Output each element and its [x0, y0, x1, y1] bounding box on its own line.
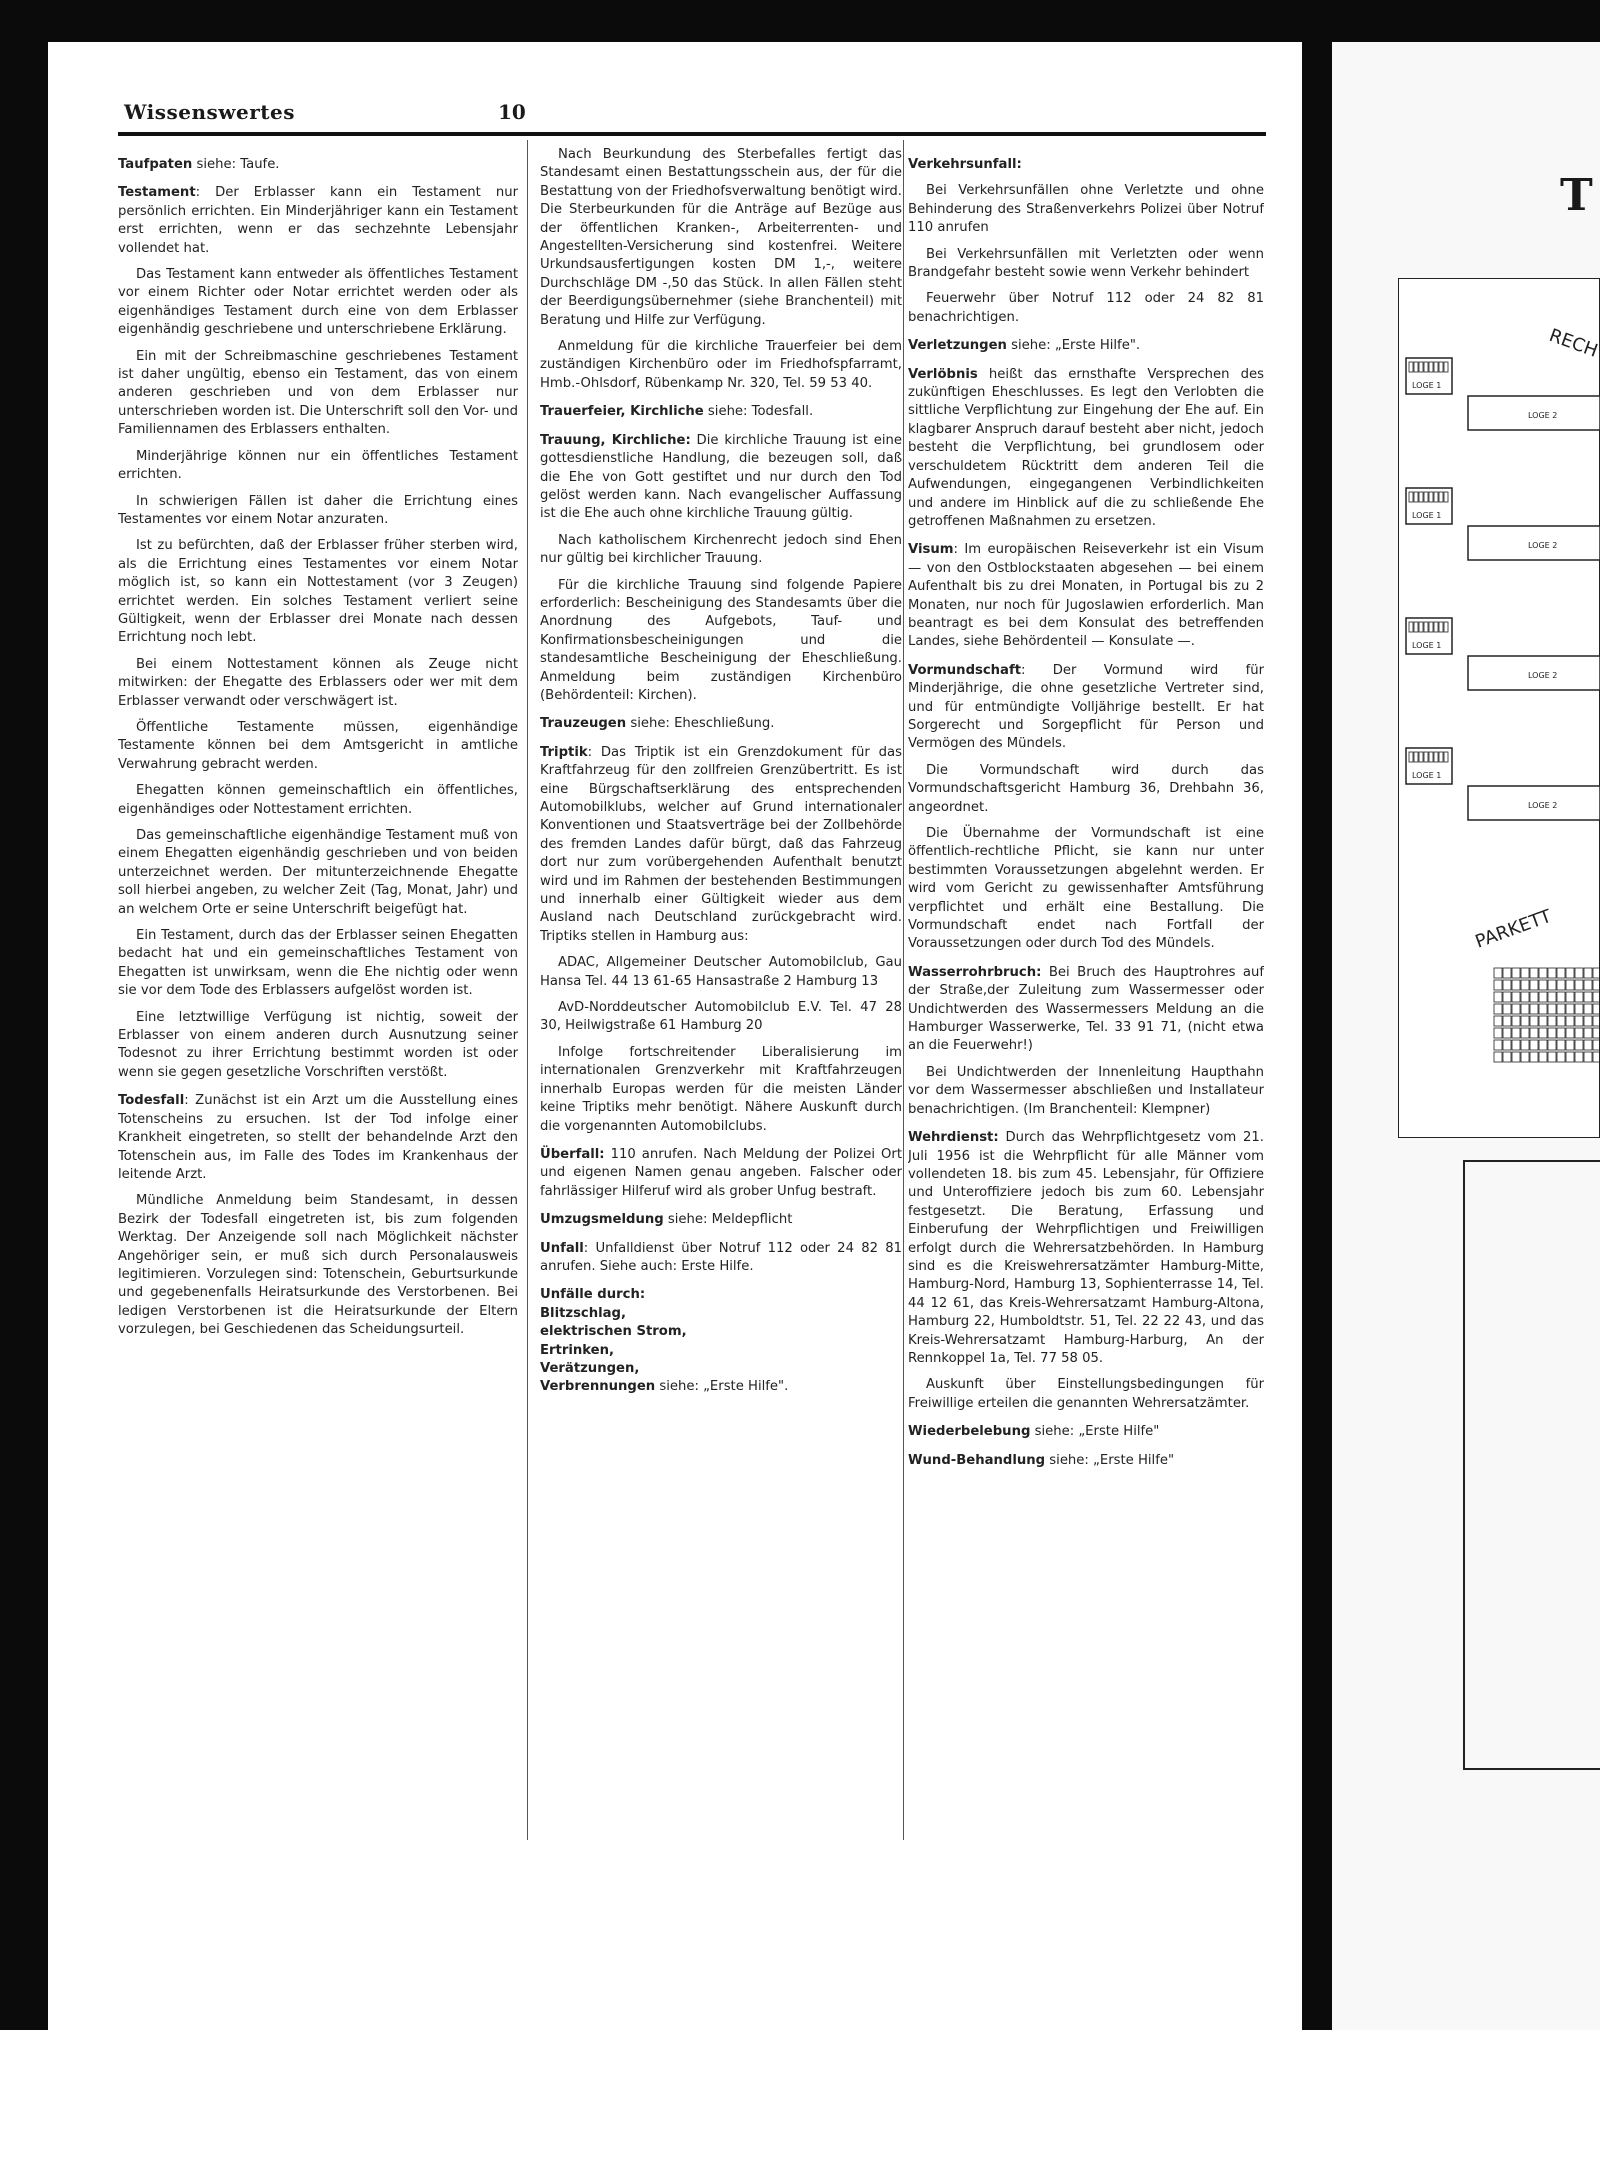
entry-term: Verlöbnis [908, 366, 978, 382]
entry-text: Bei Undichtwerden der Innenleitung Haupthahn vor dem Wassermesser abschließen und Installateur benachrichtigen. (Im Branchenteil: Klempner) [908, 1064, 1264, 1117]
loge-label: LOGE 1 [1412, 511, 1442, 520]
paragraph [908, 1376, 1264, 1413]
entry-term: Todesfall [118, 1093, 185, 1109]
page-header [124, 100, 1264, 134]
paragraph [118, 493, 518, 530]
entry-term: Wehrdienst: [908, 1130, 999, 1146]
scan-border-left [0, 0, 48, 2030]
entry-text: : Der Vormund wird für Minderjährige, die ohne gesetzliche Vertreter sind, und für entmündigte Volljährige bestellt. Er hat Sorgerecht und Sorgepflicht für Person und Vermögen des Mündels. [908, 662, 1264, 752]
entry-term: Trauung, Kirchliche: [540, 432, 691, 448]
paragraph [540, 146, 902, 330]
paragraph [118, 266, 518, 340]
entry-text: Ein Testament, durch das der Erblasser seinen Ehegatten bedacht hat und ein gemeinschaftliches Testament von Ehegatten ist unwirksam, wenn die Ehe nichtig oder wenn sie vor dem Tode des Erblassers aufgelöst worden ist. [118, 928, 518, 999]
entry-text: Die Vormundschaft wird durch das Vormundschaftsgericht Hamburg 36, Drehbahn 36, angeordnet. [908, 762, 1264, 815]
entry-term: Wund-Behandlung [908, 1452, 1046, 1468]
entry-term: Trauerfeier, Kirchliche [540, 404, 704, 420]
paragraph [540, 715, 902, 733]
paragraph [908, 366, 1264, 532]
entry-text: Das Testament kann entweder als öffentliches Testament vor einem Richter oder Notar errichtet werden oder als eigenhändiges Testament durch eine von dem Erblasser eigenhändig geschriebene und unterschriebene Erklärung. [118, 267, 518, 338]
entry-text: siehe: „Erste Hilfe". [1006, 338, 1141, 354]
paragraph [118, 156, 518, 174]
paragraph [118, 448, 518, 485]
column-divider [903, 140, 904, 1840]
paragraph [908, 290, 1264, 327]
paragraph [540, 1146, 902, 1201]
entry-term: Vormundschaft [908, 662, 1022, 678]
loge-label: LOGE 2 [1528, 541, 1558, 550]
section-title: Wissenswertes [124, 100, 295, 124]
paragraph [908, 1064, 1264, 1119]
page-number: 10 [498, 100, 526, 124]
entry-text: : Zunächst ist ein Arzt um die Ausstellung eines Totenscheins zu ersuchen. Ist der Tod infolge einer Krankheit eingetreten, so stellt der behandelnde Arzt den Totenschein aus, im Falle des Todes im Krankenhaus der leitende Arzt. [118, 1093, 518, 1182]
entry-text: Bei einem Nottestament können als Zeuge nicht mitwirken: der Ehegatte des Erblassers oder wer mit dem Erblasser verwandt oder verschwägert ist. [118, 656, 518, 709]
paragraph [118, 656, 518, 711]
entry-text: Durch das Wehrpflichtgesetz vom 21. Juli 1956 ist die Wehrpflicht für alle Männer vom vollendeten 18. bis zum 45. Lebensjahr, für Offiziere und Unteroffiziere jedoch bis zum 60. Lebensjahr festgesetzt. Die Beratung, Erfassung und Einberufung der Wehrpflichtigen und Freiwilligen erfolgt durch die Wehrersatzbehörden. In Hamburg sind es die Kreiswehrersatzämter Hamburg-Mitte, Hamburg-Nord, Hamburg 13, Sophienterrasse 14, Tel. 44 12 61, das Kreis-Wehrersatzamt Hamburg-Altona, Hamburg 22, Humboldtstr. 51, Tel. 22 22 43, und das Kreis-Wehrersatzamt Hamburg-Harburg, An der Rennkoppel 1a, Tel. 77 58 05. [908, 1130, 1264, 1366]
paragraph [540, 1211, 902, 1229]
paragraph [540, 1240, 902, 1277]
paragraph [908, 762, 1264, 817]
seating-plan-diagram [1398, 278, 1600, 1138]
text-column-3 [908, 146, 1264, 1886]
entry-text: AvD-Norddeutscher Automobilclub E.V. Tel. 47 28 30, Heilwigstraße 61 Hamburg 20 [540, 1000, 902, 1034]
paragraph [908, 1452, 1264, 1470]
entry-text: Die kirchliche Trauung ist eine gottesdienstliche Handlung, die bezeugen soll, daß die Ehe von Gott gestiftet und nur durch den Tod gelöst werden kann. Nach evangelischer Auffassung ist die Ehe auch ohne kirchliche Trauung gültig. [540, 432, 902, 522]
paragraph [118, 1092, 518, 1184]
loge-label: LOGE 2 [1528, 801, 1558, 810]
paragraph [540, 403, 902, 421]
entry-text: : Das Triptik ist ein Grenzdokument für das Kraftfahrzeug für den zollfreien Grenzübertritt. Es ist eine Bürgschaftserklärung des entsprechenden Automobilklubs, welcher auf Grund internationaler Konventionen und Staatsverträge bei der Zollbehörde des fremden Landes dafür bürgt, daß das Fahrzeug dort nur zum vorübergehenden Aufenthalt benutzt wird und im Rahmen der bestehenden Bestimmungen und innerhalb einer Gültigkeit wieder aus dem Ausland nach Deutschland zurückgebracht wird. Triptiks stellen in Hamburg aus: [540, 744, 902, 944]
paragraph [908, 156, 1264, 174]
entry-text: Eine letztwillige Verfügung ist nichtig, soweit der Erblasser von einem anderen durch Ausnutzung seiner Todesnot zu ihrer Errichtung bestimmt worden ist oder wenn sie gegen gesetzliche Vorschriften verstößt. [118, 1009, 518, 1080]
entry-text: Infolge fortschreitender Liberalisierung im internationalen Grenzverkehr mit Kraftfahrzeugen innerhalb Europas werden für die meisten Länder keine Triptiks mehr benötigt. Nähere Auskunft durch die vorgenannten Automobilclubs. [540, 1044, 902, 1134]
entry-text: ADAC, Allgemeiner Deutscher Automobilclub, Gau Hansa Tel. 44 13 61-65 Hansastraße 2 Hamburg 13 [540, 955, 902, 989]
paragraph [118, 1192, 518, 1339]
list-item: Blitzschlag, [540, 1305, 626, 1321]
paragraph [540, 532, 902, 569]
scan-gutter [1302, 0, 1332, 2030]
entry-term: Testament [118, 185, 196, 201]
entry-text: Für die kirchliche Trauung sind folgende Papiere erforderlich: Bescheinigung des Standesamts über die Anordnung des Aufgebots, Tauf- und Konfirmationsbescheinigungen und die standesamtliche Bescheinigung der Eheschließung. Anmeldung beim zuständigen Kirchenbüro (Behördenteil: Kirchen). [540, 577, 902, 703]
entry-text: Bei Bruch des Hauptrohres auf der Straße,der Zuleitung zum Wassermesser oder Undichtwerden des Wassermessers Meldung an die Hamburger Wasserwerke, Tel. 33 91 71, (nicht etwa an die Feuerwehr!) [908, 964, 1264, 1054]
loge-label: LOGE 1 [1412, 381, 1442, 390]
entry-text: Das gemeinschaftliche eigenhändige Testament muß von einem Ehegatten eigenhändig geschrieben und von beiden unterzeichnet werden. Der mitunterzeichnende Ehegatte soll hierbei angeben, zu welcher Zeit (Tag, Monat, Jahr) und an welchem Orte er seine Unterschrift beigefügt hat. [118, 828, 518, 917]
entry-term: Überfall: [540, 1146, 605, 1162]
entry-text: In schwierigen Fällen ist daher die Errichtung eines Testamentes vor einem Notar anzuraten. [118, 493, 518, 527]
entry-term: Visum [908, 542, 954, 558]
list-item: elektrischen Strom, [540, 1324, 687, 1340]
entry-text: Öffentliche Testamente müssen, eigenhändige Testamente können bei dem Amtsgericht in amtliche Verwahrung gebracht werden. [118, 719, 518, 772]
entry-text: siehe: Meldepflicht [663, 1212, 793, 1228]
paragraph [118, 827, 518, 919]
entry-text: siehe: „Erste Hilfe" [1045, 1452, 1175, 1468]
entry-text: siehe: Eheschließung. [626, 716, 775, 732]
header-rule [118, 132, 1266, 136]
fragment-heading-letter: T [1560, 170, 1593, 221]
entry-text: : Der Erblasser kann ein Testament nur persönlich errichten. Ein Minderjähriger kann ein Testament erst errichten, wenn er das sechzehnte Lebensjahr vollendet hat. [118, 185, 518, 256]
loge-label: LOGE 1 [1412, 771, 1442, 780]
entry-text: Ist zu befürchten, daß der Erblasser früher sterben wird, als die Errichtung eines Testamentes vor einem Notar möglich ist, so kann ein Nottestament (vor 3 Zeugen) errichtet werden. Ein solches Testament verliert seine Gültigkeit, wenn der Erblasser drei Monate nach dessen Errichtung noch lebt. [118, 538, 518, 646]
entry-term: Taufpaten [118, 157, 193, 172]
entry-term: Trauzeugen [540, 716, 627, 732]
paragraph [908, 337, 1264, 355]
entry-text: Ehegatten können gemeinschaftlich ein öffentliches, eigenhändiges oder Nottestament errichten. [118, 783, 518, 817]
paragraph [908, 662, 1264, 754]
text-column-1 [118, 146, 518, 1886]
paragraph [908, 246, 1264, 283]
paragraph [540, 338, 902, 393]
paragraph [118, 537, 518, 647]
entry-text: Minderjährige können nur ein öffentliches Testament errichten. [118, 448, 518, 483]
paragraph [118, 927, 518, 1001]
entry-text: Auskunft über Einstellungsbedingungen für Freiwillige erteilen die genannten Wehrersatzämter. [908, 1377, 1264, 1411]
loge-label: LOGE 2 [1528, 671, 1558, 680]
plan-label: PARKETT [1472, 905, 1555, 953]
entry-text: 110 anrufen. Nach Meldung der Polizei Ort und eigenen Namen genau angeben. Falscher oder fahrlässiger Hilferuf wird als grober Unfug bestraft. [540, 1146, 902, 1199]
entry-text: siehe: Todesfall. [703, 404, 814, 420]
entry-text: Mündliche Anmeldung beim Standesamt, in dessen Bezirk der Todesfall eingetreten ist, bis zum folgenden Werktag. Der Anzeigende soll nach Möglichkeit nächster Angehöriger sein, er muß sich durch Personalausweis legitimieren. Vorzulegen sind: Totenschein, Geburtsurkunde und gegebenenfalls Heiratsurkunde des Verstorbenen. Bei ledigen Verstorbenen ist die Heiratsurkunde der Eltern vorzulegen, bei Geschiedenen das Scheidungsurteil. [118, 1193, 518, 1338]
paragraph [540, 432, 902, 524]
loge-label: LOGE 2 [1528, 411, 1558, 420]
entry-text: Die Übernahme der Vormundschaft ist eine öffentlich-rechtliche Pflicht, sie kann nur unter bestimmten Voraussetzungen abgelehnt werden. Er wird vom Gericht zu gewissenhafter Amtsführung verpflichtet und erhält eine Bestallung. Die Vormundschaft endet nach Fortfall der Voraussetzungen oder durch Tod des Mündels. [908, 826, 1264, 952]
paragraph [908, 541, 1264, 651]
paragraph [908, 1129, 1264, 1368]
paragraph [908, 182, 1264, 237]
entry-text: Feuerwehr über Notruf 112 oder 24 82 81 benachrichtigen. [908, 291, 1264, 325]
entry-text: siehe: Taufe. [192, 157, 280, 172]
entry-text: : Im europäischen Reiseverkehr ist ein Visum — von den Ostblockstaaten abgesehen — bei einem Aufenthalt bis zu drei Monaten, in Portugal bis zu 2 Monaten, nur noch für Jugoslawien erforderlich. Man beantragt es bei dem Konsulat des betreffenden Landes, siehe Behördenteil — Konsulate —. [908, 542, 1264, 650]
entry-text: Nach Beurkundung des Sterbefalles fertigt das Standesamt einen Bestattungsschein aus, der für die Bestattung von der Friedhofsverwaltung benötigt wird. Die Sterbeurkunden für die Anträge auf Bezüge aus der öffentlichen Kranken-, Arbeiterrenten- und Angestellten-Versicherung sind kostenfrei. Weitere Urkundsausfertigungen kosten DM 1,-, weitere Durchschläge DM -,50 das Stück. In allen Fällen steht der Beerdigungsübernehmer (siehe Branchenteil) mit Beratung und Hilfe zur Verfügung. [540, 147, 902, 328]
paragraph [118, 719, 518, 774]
entry-text: Bei Verkehrsunfällen mit Verletzten oder wenn Brandgefahr besteht sowie wenn Verkehr behindert [908, 246, 1264, 281]
paragraph [540, 744, 902, 946]
entry-term: Umzugsmeldung [540, 1212, 664, 1228]
list-item: Verbrennungen siehe: „Erste Hilfe". [540, 1379, 789, 1395]
paragraph [118, 348, 518, 440]
paragraph [908, 964, 1264, 1056]
entry-term: Unfall [540, 1240, 584, 1256]
paragraph [118, 782, 518, 819]
entry-term: Verkehrsunfall: [908, 157, 1022, 172]
entry-text: Ein mit der Schreibmaschine geschriebenes Testament ist daher ungültig, ebenso ein Testament, das von einem anderen geschrieben und von dem Erblasser nur unterschrieben worden ist. Die Unterschrift soll den Vor- und Familiennamen des Erblassers enthalten. [118, 348, 518, 438]
loge-label: LOGE 1 [1412, 641, 1442, 650]
entry-term: Triptik [540, 744, 588, 760]
text-column-2 [540, 146, 902, 1886]
paragraph [540, 999, 902, 1036]
paragraph [908, 1423, 1264, 1441]
paragraph [540, 954, 902, 991]
entry-term: Verletzungen [908, 338, 1007, 354]
list-item: Verätzungen, [540, 1360, 640, 1376]
scan-margin-bottom [0, 2030, 1600, 2177]
entry-text: Anmeldung für die kirchliche Trauerfeier bei dem zuständigen Kirchenbüro oder im Friedhofspfarramt, Hmb.-Ohlsdorf, Rübenkamp Nr. 320, Tel. 59 53 40. [540, 339, 902, 391]
entry-text: heißt das ernsthafte Versprechen des zukünftigen Eheschlusses. Es legt den Verlobten die sittliche Verpflichtung zur Eingehung der Ehe auf. Ein klagbarer Anspruch darauf besteht aber nicht, jedoch besteht die Verpflichtung, bei grundlosem oder verschuldetem Rücktritt dem anderen Teil die Aufwendungen, eingegangenen Verbindlichkeiten und andere im Hinblick auf die zu schließende Ehe getroffenen Maßnahmen zu ersetzen. [908, 366, 1264, 529]
list-item: Ertrinken, [540, 1342, 614, 1358]
plan-label: RECH [1546, 324, 1600, 362]
entry-text: Bei Verkehrsunfällen ohne Verletzte und ohne Behinderung des Straßenverkehrs Polizei über Notruf 110 anrufen [908, 183, 1264, 236]
fragment-frame-box [1463, 1160, 1600, 1770]
paragraph [908, 825, 1264, 954]
unfaelle-list [540, 1286, 902, 1396]
list-title: Unfälle durch: [540, 1287, 646, 1303]
entry-text: siehe: „Erste Hilfe" [1030, 1424, 1160, 1440]
entry-text: : Unfalldienst über Notruf 112 oder 24 82 81 anrufen. Siehe auch: Erste Hilfe. [540, 1240, 902, 1274]
paragraph [118, 1009, 518, 1083]
entry-text: Nach katholischem Kirchenrecht jedoch sind Ehen nur gültig bei kirchlicher Trauung. [540, 532, 902, 567]
entry-term: Wasserrohrbruch: [908, 964, 1042, 980]
paragraph [540, 1044, 902, 1136]
paragraph [540, 577, 902, 706]
paragraph [118, 184, 518, 258]
column-divider [527, 140, 528, 1840]
scan-border-top [0, 0, 1600, 42]
entry-term: Wiederbelebung [908, 1424, 1031, 1440]
